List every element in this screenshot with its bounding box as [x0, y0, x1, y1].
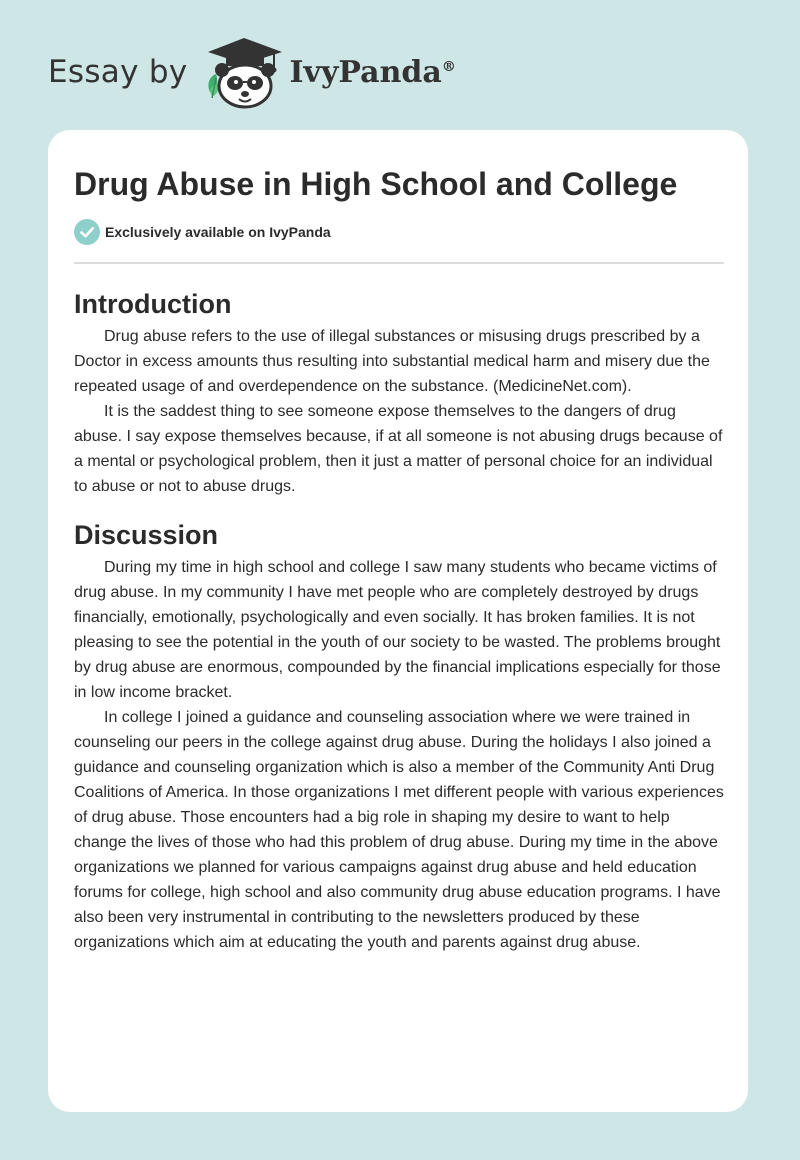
exclusive-badge — [74, 218, 724, 246]
essay-card — [48, 130, 748, 1112]
paragraph: Drug abuse refers to the use of illegal substances or misusing drugs prescribed by a Doctor in excess amounts thus resulting into substantial medical harm and misery due the repeated usage of and overdependence on the substance. (MedicineNet.com). — [74, 328, 710, 395]
paragraph: During my time in high school and college I saw many students who became victims of drug abuse. In my community I have met people who are completely destroyed by drugs financially, emotionally, psychologically and even socially. It has broken families. It is not pleasing to see the potential in the youth of our society to be wasted. The problems brought by drug abuse are enormous, compounded by the financial implications especially for those in low income bracket. — [74, 559, 721, 701]
brand-logo-text[interactable]: IvyPanda® — [289, 54, 456, 90]
section-heading-discussion: Discussion — [74, 520, 219, 550]
page-title: Drug Abuse in High School and College — [74, 166, 678, 202]
paragraph: It is the saddest thing to see someone expose themselves to the dangers of drug abuse. I say expose themselves because, if at all someone is not abusing drugs because of a mental or psychological problem, then it just a matter of personal choice for an individual to abuse or not to abuse drugs. — [74, 403, 723, 495]
paragraph: In college I joined a guidance and counseling association where we were trained in counseling our peers in the college against drug abuse. During the holidays I also joined a guidance and counseling organization which is also a member of the Community Anti Drug Coalitions of America. In those organizations I met different people with various experiences of drug abuse. Those encounters had a big role in shaping my desire to want to help change the lives of those who had this problem of drug abuse. During my time in the above organizations we planned for various campaigns against drug abuse and held education forums for college, high school and also community drug abuse education programs. I have also been very instrumental in contributing to the newsletters produced by these organizations which aim at educating the youth and parents against drug abuse. — [74, 709, 724, 951]
divider — [74, 262, 724, 264]
panda-graduate-icon[interactable] — [202, 34, 288, 110]
check-circle-icon — [74, 219, 100, 245]
section-heading-introduction: Introduction — [74, 289, 232, 319]
badge-label: Exclusively available on IvyPanda — [105, 224, 331, 240]
essay-content — [74, 160, 724, 955]
essay-by-label: Essay by — [48, 54, 188, 90]
site-header — [48, 34, 456, 110]
